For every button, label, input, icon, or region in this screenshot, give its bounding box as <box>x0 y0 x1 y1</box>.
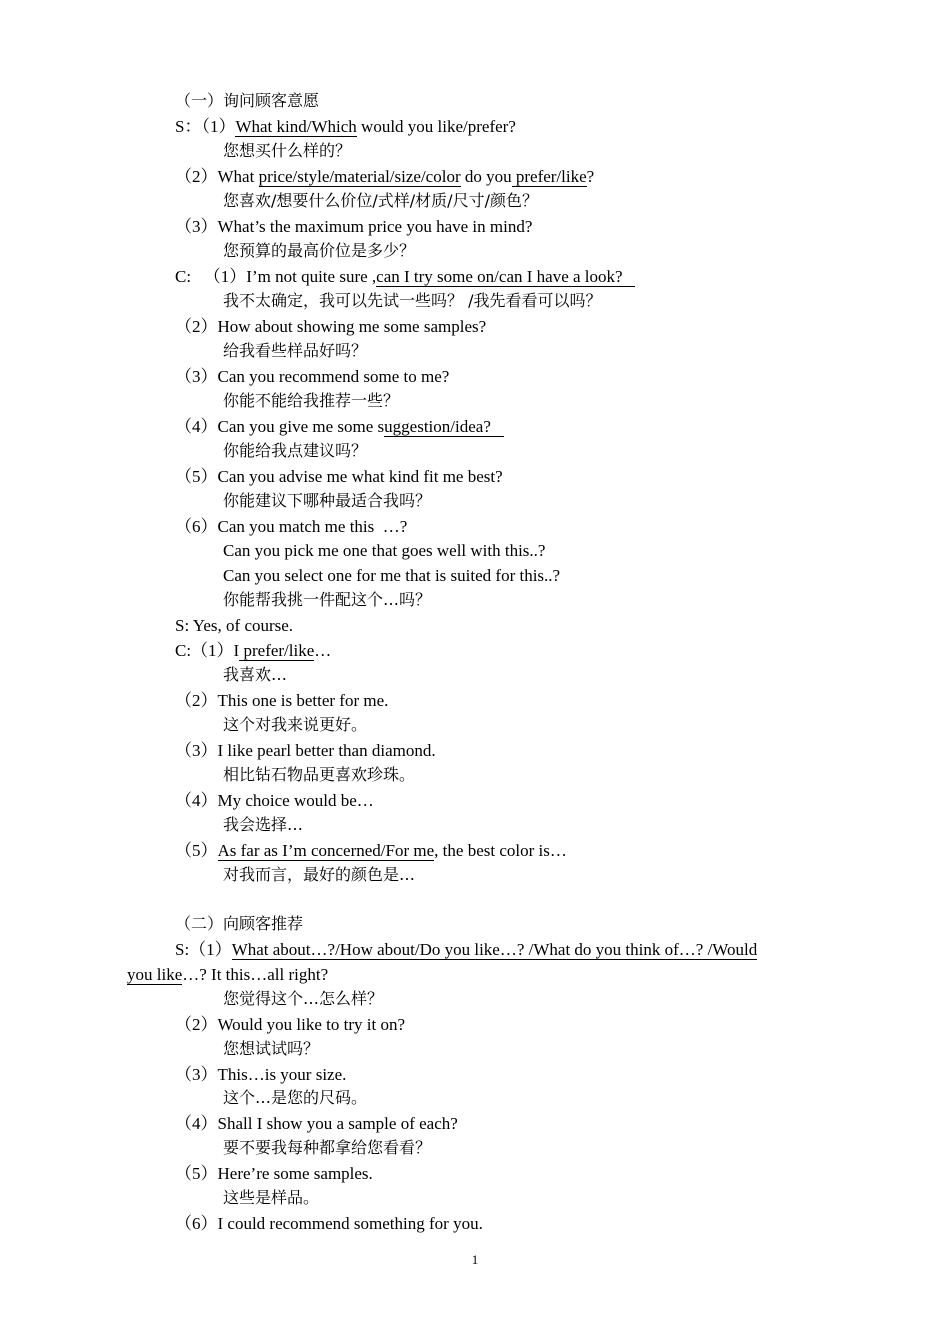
line-t4-zh: 要不要我每种都拿给您看看？ <box>223 1138 432 1157</box>
line-c6: （6）Can you match me this …? <box>175 517 408 536</box>
line-r4-zh: 我会选择… <box>223 815 304 834</box>
line-s-yes: S: Yes, of course. <box>175 616 294 635</box>
line-r5-zh: 对我而言，最好的颜色是… <box>223 865 416 884</box>
line-r1: C:（1）I prefer/like… <box>175 641 332 660</box>
underlined-phrase: uggestion/idea? <box>384 417 504 436</box>
underlined-phrase: can I try some on/can I have a look? <box>376 267 636 286</box>
line-s2-zh: 您喜欢/想要什么价位/式样/材质/尺寸/颜色？ <box>223 191 538 210</box>
line-c6-b: Can you pick me one that goes well with this..? <box>223 541 546 560</box>
line-r1-zh: 我喜欢… <box>223 665 288 684</box>
line-t1: S:（1）What about…?/How about/Do you like…? /What do you think of…? /Would <box>175 940 758 959</box>
line-t3-zh: 这个…是您的尺码。 <box>223 1088 368 1107</box>
line-t6: （6）I could recommend something for you. <box>175 1214 483 1233</box>
line-c3-zh: 你能不能给我推荐一些？ <box>223 391 400 410</box>
line-c4: （4）Can you give me some suggestion/idea? <box>175 417 504 436</box>
line-s1: S：（1）What kind/Which would you like/prefer? <box>175 117 516 136</box>
section-heading-2: （二）向顾客推荐 <box>175 914 304 933</box>
line-t2-zh: 您想试试吗？ <box>223 1039 320 1058</box>
line-c6-zh: 你能帮我挑一件配这个…吗？ <box>223 590 432 609</box>
underlined-phrase: As far as I’m concerned/For me <box>217 841 435 860</box>
underlined-phrase: price/style/material/size/color <box>258 167 461 186</box>
line-t2: （2）Would you like to try it on? <box>175 1015 405 1034</box>
line-s1-zh: 您想买什么样的？ <box>223 141 352 160</box>
line-r3-zh: 相比钻石物品更喜欢珍珠。 <box>223 765 416 784</box>
line-s3: （3）What’s the maximum price you have in mind? <box>175 217 533 236</box>
line-c1-zh: 我不太确定，我可以先试一些吗？ /我先看看可以吗？ <box>223 291 602 310</box>
line-t1-cont: you like…? It this…all right? <box>127 965 329 984</box>
line-t5: （5）Here’re some samples. <box>175 1164 373 1183</box>
underlined-phrase: What about…?/How about/Do you like…? /What do you think of…? /Would <box>231 940 758 959</box>
line-r2: （2）This one is better for me. <box>175 691 389 710</box>
line-r3: （3）I like pearl better than diamond. <box>175 741 436 760</box>
line-c1: C: （1）I’m not quite sure ,can I try some on/can I have a look? <box>175 267 636 286</box>
line-s3-zh: 您预算的最高价位是多少？ <box>223 241 416 260</box>
line-t1-zh: 您觉得这个…怎么样？ <box>223 989 384 1008</box>
underlined-phrase: prefer/like <box>511 167 587 186</box>
line-r2-zh: 这个对我来说更好。 <box>223 715 368 734</box>
line-c6-c: Can you select one for me that is suited for this..? <box>223 566 561 585</box>
line-t3: （3）This…is your size. <box>175 1065 347 1084</box>
line-c3: （3）Can you recommend some to me? <box>175 367 450 386</box>
section-heading-1: （一）询问顾客意愿 <box>175 91 320 110</box>
line-r5: （5）As far as I’m concerned/For me, the best color is… <box>175 841 567 860</box>
underlined-phrase: you like <box>127 965 183 984</box>
page-number: 1 <box>471 1252 479 1267</box>
line-c5: （5）Can you advise me what kind fit me best? <box>175 467 503 486</box>
line-c4-zh: 你能给我点建议吗？ <box>223 441 368 460</box>
line-t4: （4）Shall I show you a sample of each? <box>175 1114 458 1133</box>
line-r4: （4）My choice would be… <box>175 791 374 810</box>
underlined-phrase: prefer/like <box>239 641 315 660</box>
line-c5-zh: 你能建议下哪种最适合我吗？ <box>223 491 432 510</box>
line-t5-zh: 这些是样品。 <box>223 1188 320 1207</box>
underlined-phrase: What kind/Which <box>235 117 357 136</box>
line-c2: （2）How about showing me some samples? <box>175 317 487 336</box>
line-s2: （2）What price/style/material/size/color do you prefer/like? <box>175 167 595 186</box>
line-c2-zh: 给我看些样品好吗？ <box>223 341 368 360</box>
